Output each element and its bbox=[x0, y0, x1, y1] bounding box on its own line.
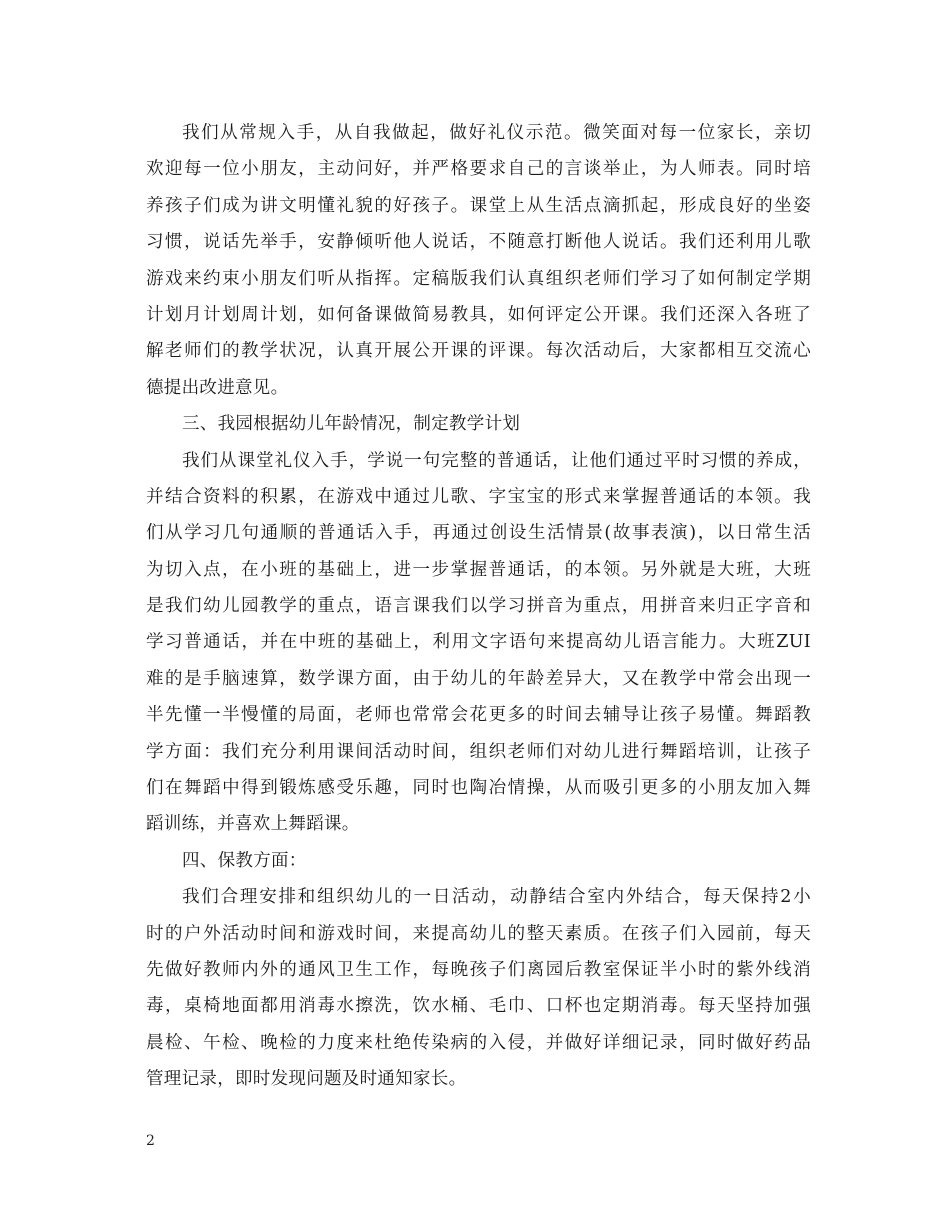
text-line: 我们合理安排和组织幼儿的一日活动，动静结合室内外结合，每天保持2小 bbox=[182, 887, 811, 908]
text-line: 晨检、午检、晚检的力度来杜绝传染病的入侵，并做好详细记录，同时做好药品 bbox=[146, 1032, 811, 1053]
page-number: 2 bbox=[146, 1133, 155, 1149]
text-line: 我们从课堂礼仪入手，学说一句完整的普通话，让他们通过平时习惯的养成， bbox=[182, 450, 811, 471]
text-line: 蹈训练，并喜欢上舞蹈课。 bbox=[146, 814, 360, 835]
text-line: 解老师们的教学状况，认真开展公开课的评课。每次活动后，大家都相互交流心 bbox=[146, 341, 811, 362]
text-line: 习惯，说话先举手，安静倾听他人说话，不随意打断他人说话。我们还利用儿歌 bbox=[146, 232, 811, 253]
text-line: 难的是手脑速算，数学课方面，由于幼儿的年龄差异大，又在教学中常会出现一 bbox=[146, 668, 811, 689]
text-line: 们在舞蹈中得到锻炼感受乐趣，同时也陶冶情操，从而吸引更多的小朋友加入舞 bbox=[146, 778, 811, 799]
text-line: 先做好教师内外的通风卫生工作，每晚孩子们离园后教室保证半小时的紫外线消 bbox=[146, 959, 811, 980]
text-line: 为切入点，在小班的基础上，进一步掌握普通话，的本领。另外就是大班，大班 bbox=[146, 559, 811, 580]
document-body bbox=[146, 115, 811, 1098]
text-line: 我们从常规入手，从自我做起，做好礼仪示范。微笑面对每一位家长，亲切 bbox=[182, 123, 811, 143]
text-line: 计划月计划周计划，如何备课做简易教具，如何评定公开课。我们还深入各班了 bbox=[146, 304, 811, 325]
text-line: 学方面：我们充分利用课间活动时间，组织老师们对幼儿进行舞蹈培训，让孩子 bbox=[146, 741, 811, 762]
text-line: 时的户外活动时间和游戏时间，来提高幼儿的整天素质。在孩子们入园前，每天 bbox=[146, 923, 811, 944]
text-line: 是我们幼儿园教学的重点，语言课我们以学习拼音为重点，用拼音来归正字音和 bbox=[146, 596, 811, 617]
text-line: 们从学习几句通顺的普通话入手，再通过创设生活情景(故事表演)，以日常生活 bbox=[146, 523, 811, 544]
text-line: 德提出改进意见。 bbox=[146, 377, 289, 398]
text-line: 四、保教方面： bbox=[182, 850, 307, 871]
text-line: 半先懂一半慢懂的局面，老师也常常会花更多的时间去辅导让孩子易懂。舞蹈教 bbox=[146, 705, 811, 726]
text-line: 毒，桌椅地面都用消毒水擦洗，饮水桶、毛巾、口杯也定期消毒。每天坚持加强 bbox=[146, 996, 811, 1017]
text-line: 学习普通话，并在中班的基础上，利用文字语句来提高幼儿语言能力。大班ZUI bbox=[146, 632, 811, 653]
text-line: 游戏来约束小朋友们听从指挥。定稿版我们认真组织老师们学习了如何制定学期 bbox=[146, 268, 811, 289]
text-line: 欢迎每一位小朋友，主动问好，并严格要求自己的言谈举止，为人师表。同时培 bbox=[146, 159, 811, 180]
text-line: 养孩子们成为讲文明懂礼貌的好孩子。课堂上从生活点滴抓起，形成良好的坐姿 bbox=[146, 195, 811, 216]
text-line: 三、我园根据幼儿年龄情况，制定教学计划 bbox=[182, 414, 521, 435]
text-line: 并结合资料的积累，在游戏中通过儿歌、字宝宝的形式来掌握普通话的本领。我 bbox=[146, 486, 811, 507]
text-line: 管理记录，即时发现问题及时通知家长。 bbox=[146, 1069, 467, 1090]
